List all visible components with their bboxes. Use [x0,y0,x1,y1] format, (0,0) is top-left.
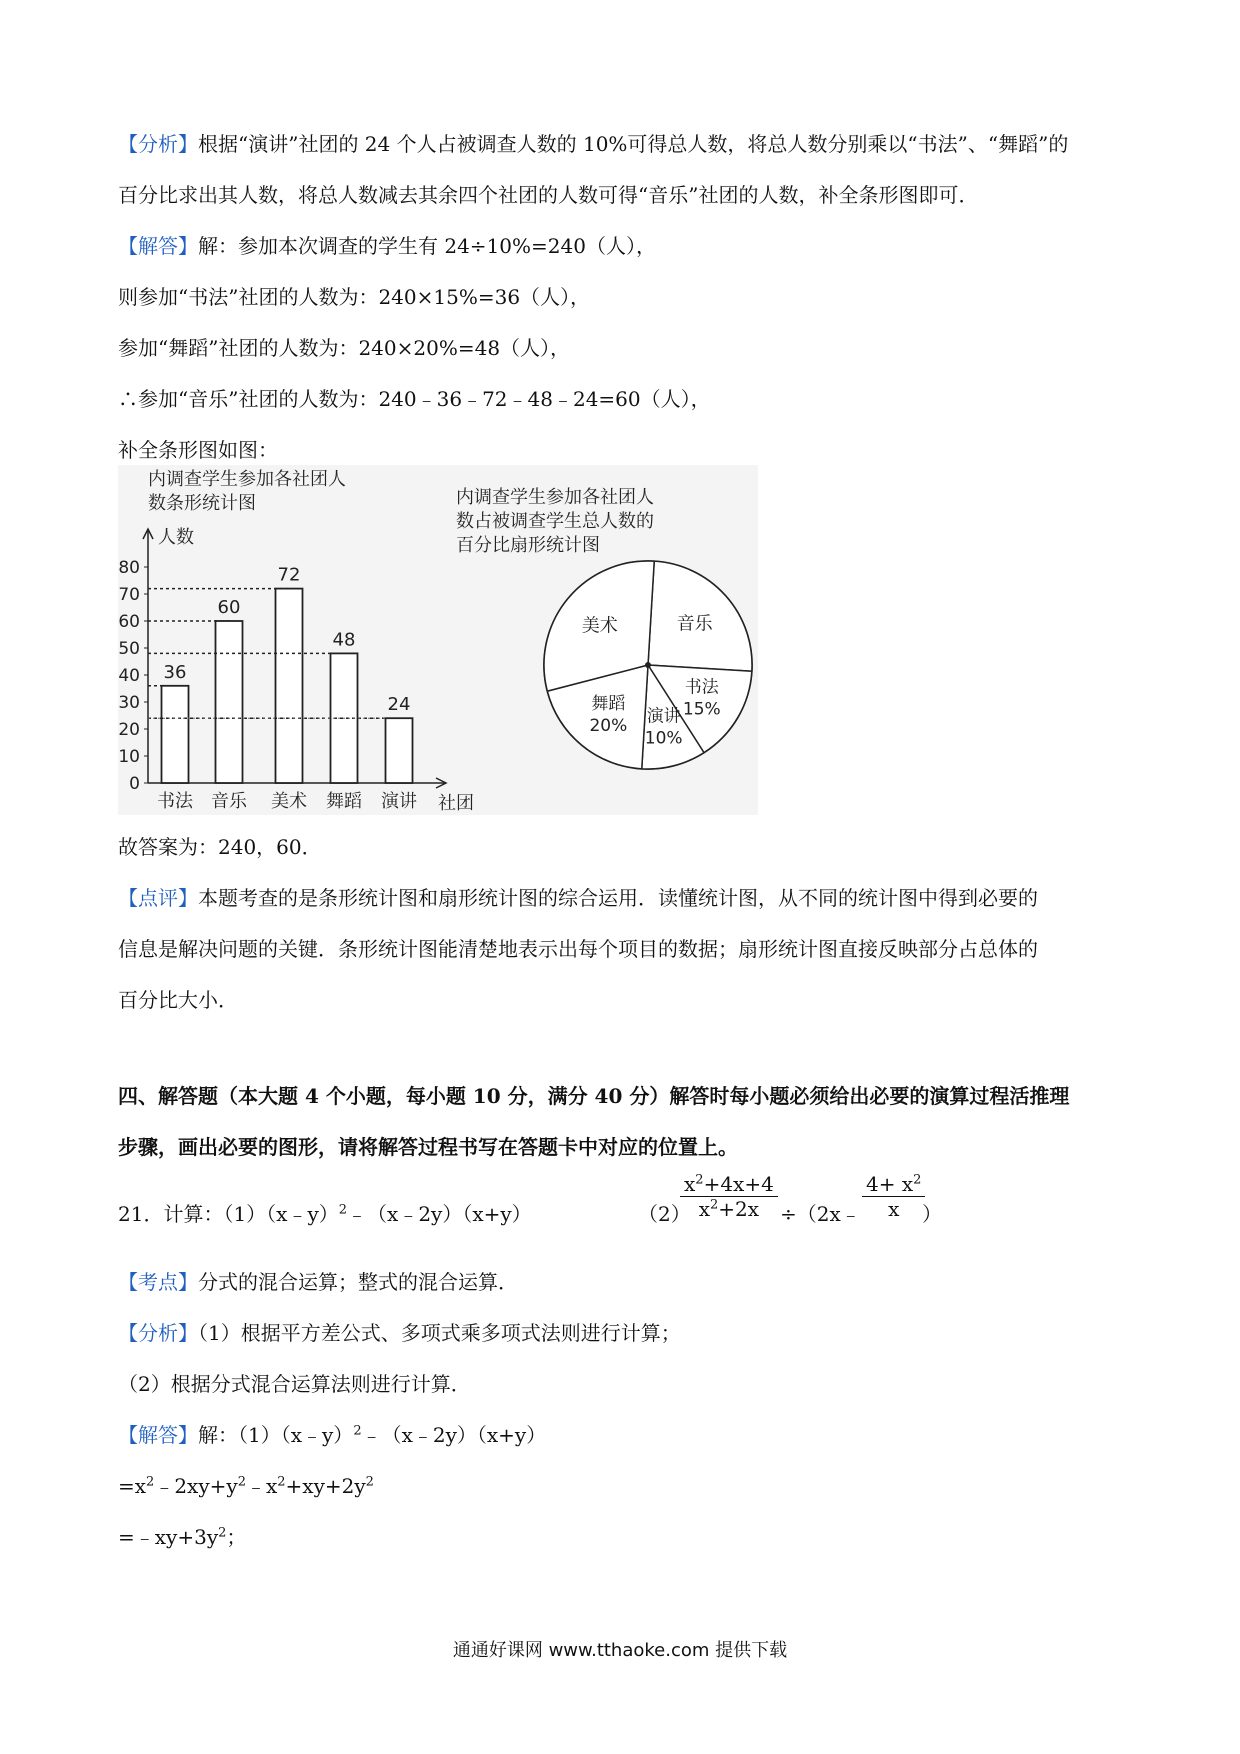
expr-term: ﹣x [245,1474,278,1498]
fraction-1-denominator [680,1197,778,1221]
y-tick-label: 20 [118,720,140,740]
final-answer: 故答案为：240，60． [118,835,322,859]
answer-text-1: 解：参加本次调查的学生有 24÷10%=240（人）， [198,234,656,258]
answer-line-3: 参加“舞蹈”社团的人数为：240×20%=48（人）， [118,336,571,360]
answer-line-5: 补全条形图如图： [118,438,278,462]
x-axis-label: 社团 [438,793,474,814]
bar-音乐 [216,621,243,783]
y-tick-label: 40 [118,666,140,686]
x-tick-label: 演讲 [381,791,417,812]
bar-value-label: 72 [277,564,301,586]
comment-tag: 【点评】 [118,886,198,910]
answer-tag: 【解答】 [118,234,198,258]
answer2-exp-1: 2 [353,1423,362,1439]
fraction-1-num-x: x [684,1172,696,1196]
y-tick-label: 60 [118,612,140,632]
expr-exp: 2 [218,1525,227,1541]
fraction-1-num-exp: 2 [695,1172,704,1188]
section-heading-line-2: 步骤，画出必要的图形，请将解答过程书写在答题卡中对应的位置上。 [118,1135,738,1159]
fraction-2-num-exp: 2 [913,1172,922,1188]
fraction-1-den-rest: +2x [718,1197,760,1221]
problem-21-part1-tail: ﹣（x﹣2y）（x+y） [347,1202,532,1226]
section-heading-line-1: 四、解答题（本大题 4 个小题，每小题 10 分，满分 40 分）解答时每小题必须给出必要的演算过程活推理 [118,1084,1070,1108]
statistics-figure [118,465,758,815]
division-text: ÷（2x﹣ [780,1202,861,1226]
bar-美术 [276,589,303,783]
pie-slice-label: 书法 [684,677,719,698]
kaodian-line [118,1268,518,1296]
fraction-2-num-text: 4+ x [866,1172,914,1196]
bar-value-label: 60 [217,597,241,618]
answer2-text-1-tail: ﹣（x﹣2y）（x+y） [361,1423,547,1447]
x-tick-label: 舞蹈 [326,791,362,812]
comment-line-1 [118,884,1038,912]
y-tick-label: 50 [118,639,140,659]
y-tick-label: 0 [129,774,140,794]
closing-paren: ） [922,1202,942,1226]
expr-term: =﹣xy+3y [118,1525,219,1549]
expr-term: +xy+2y [285,1474,366,1498]
answer2-line-2 [118,1472,374,1500]
pie-slice-percent: 15% [682,699,721,720]
fraction-2-denominator: x [888,1197,900,1221]
analysis-text-1: 根据“演讲”社团的 24 个人占被调查人数的 10%可得总人数，将总人数分别乘以“书法”、“舞蹈”的 [198,132,1069,156]
bar-value-label: 36 [163,661,187,683]
analysis2-line-2: （2）根据分式混合运算法则进行计算． [118,1372,471,1396]
analysis2-text-1: （1）根据平方差公式、多项式乘多项式法则进行计算； [198,1321,681,1345]
y-tick-label: 70 [118,585,140,605]
fraction-1-num-rest: +4x+4 [703,1172,774,1196]
bar-value-label: 24 [387,694,411,716]
bar-演讲 [386,718,413,783]
answer-line-1 [118,232,656,260]
comment-text-1: 本题考查的是条形统计图和扇形统计图的综合运用．读懂统计图，从不同的统计图中得到必要的 [198,886,1038,910]
fraction-2 [862,1172,925,1221]
pie-slice-label: 舞蹈 [591,694,626,715]
comment-line-3: 百分比大小． [118,988,238,1012]
pie-slice-percent: 10% [644,728,683,749]
problem-21-line [118,1200,532,1228]
expr-term: ﹣2xy+y [154,1474,238,1498]
pie-chart-title-line: 内调查学生参加各社团人 [456,487,654,508]
analysis2-tag: 【分析】 [118,1321,198,1345]
expr-term: ； [226,1525,247,1549]
analysis2-line-1 [118,1319,681,1347]
answer2-line-1 [118,1421,546,1449]
answer2-tag: 【解答】 [118,1423,198,1447]
fraction-1 [680,1172,778,1221]
y-tick-label: 10 [118,747,140,767]
answer2-text-1: 解：（1）（x﹣y） [198,1423,354,1447]
fraction-2-numerator [862,1172,925,1197]
pie-center-dot [645,662,651,668]
y-axis-label: 人数 [158,527,194,548]
problem-21-part2-label: （2） [638,1202,691,1226]
kaodian-text: 分式的混合运算；整式的混合运算． [198,1270,518,1294]
answer-line-4: ∴参加“音乐”社团的人数为：240﹣36﹣72﹣48﹣24=60（人）， [118,387,711,411]
pie-slice-label: 美术 [581,615,618,637]
comment-line-2: 信息是解决问题的关键．条形统计图能清楚地表示出每个项目的数据；扇形统计图直接反映部分占总体的 [118,937,1038,961]
expr-exp: 2 [237,1474,246,1490]
analysis-line-2: 百分比求出其人数，将总人数减去其余四个社团的人数可得“音乐”社团的人数，补全条形图即可． [118,183,979,207]
analysis-tag: 【分析】 [118,132,198,156]
bar-value-label: 48 [332,629,356,651]
y-tick-label: 80 [118,558,140,578]
fraction-1-den-exp: 2 [710,1197,719,1213]
pie-slice-percent: 20% [589,716,628,737]
bar-书法 [162,686,189,783]
y-tick-label: 30 [118,693,140,713]
x-tick-label: 美术 [271,791,307,812]
pie-slice-label: 演讲 [646,706,681,727]
expr-exp: 2 [277,1474,286,1490]
analysis-line-1 [118,130,1068,158]
footer-text: 通通好课网 www.tthaoke.com 提供下载 [452,1640,788,1661]
kaodian-tag: 【考点】 [118,1270,198,1294]
fraction-1-numerator [680,1172,778,1197]
x-tick-label: 音乐 [211,791,247,812]
problem-21-exponent: 2 [338,1202,348,1218]
pie-slice-label: 音乐 [676,613,713,635]
problem-21-part1: 21．计算：（1）（x﹣y） [118,1202,339,1226]
expr-exp: 2 [146,1474,155,1490]
x-tick-label: 书法 [157,791,193,812]
bar-chart-title-line: 内调查学生参加各社团人 [148,469,346,490]
pie-chart-title-line: 百分比扇形统计图 [456,535,600,556]
answer2-line-3 [118,1523,246,1551]
pie-chart-title-line: 数占被调查学生总人数的 [456,511,654,532]
bar-chart-title-line: 数条形统计图 [148,493,256,514]
answer-line-2: 则参加“书法”社团的人数为：240×15%=36（人）， [118,285,591,309]
fraction-1-den-x: x [698,1197,711,1221]
expr-term: =x [118,1474,147,1498]
expr-exp: 2 [365,1474,374,1490]
